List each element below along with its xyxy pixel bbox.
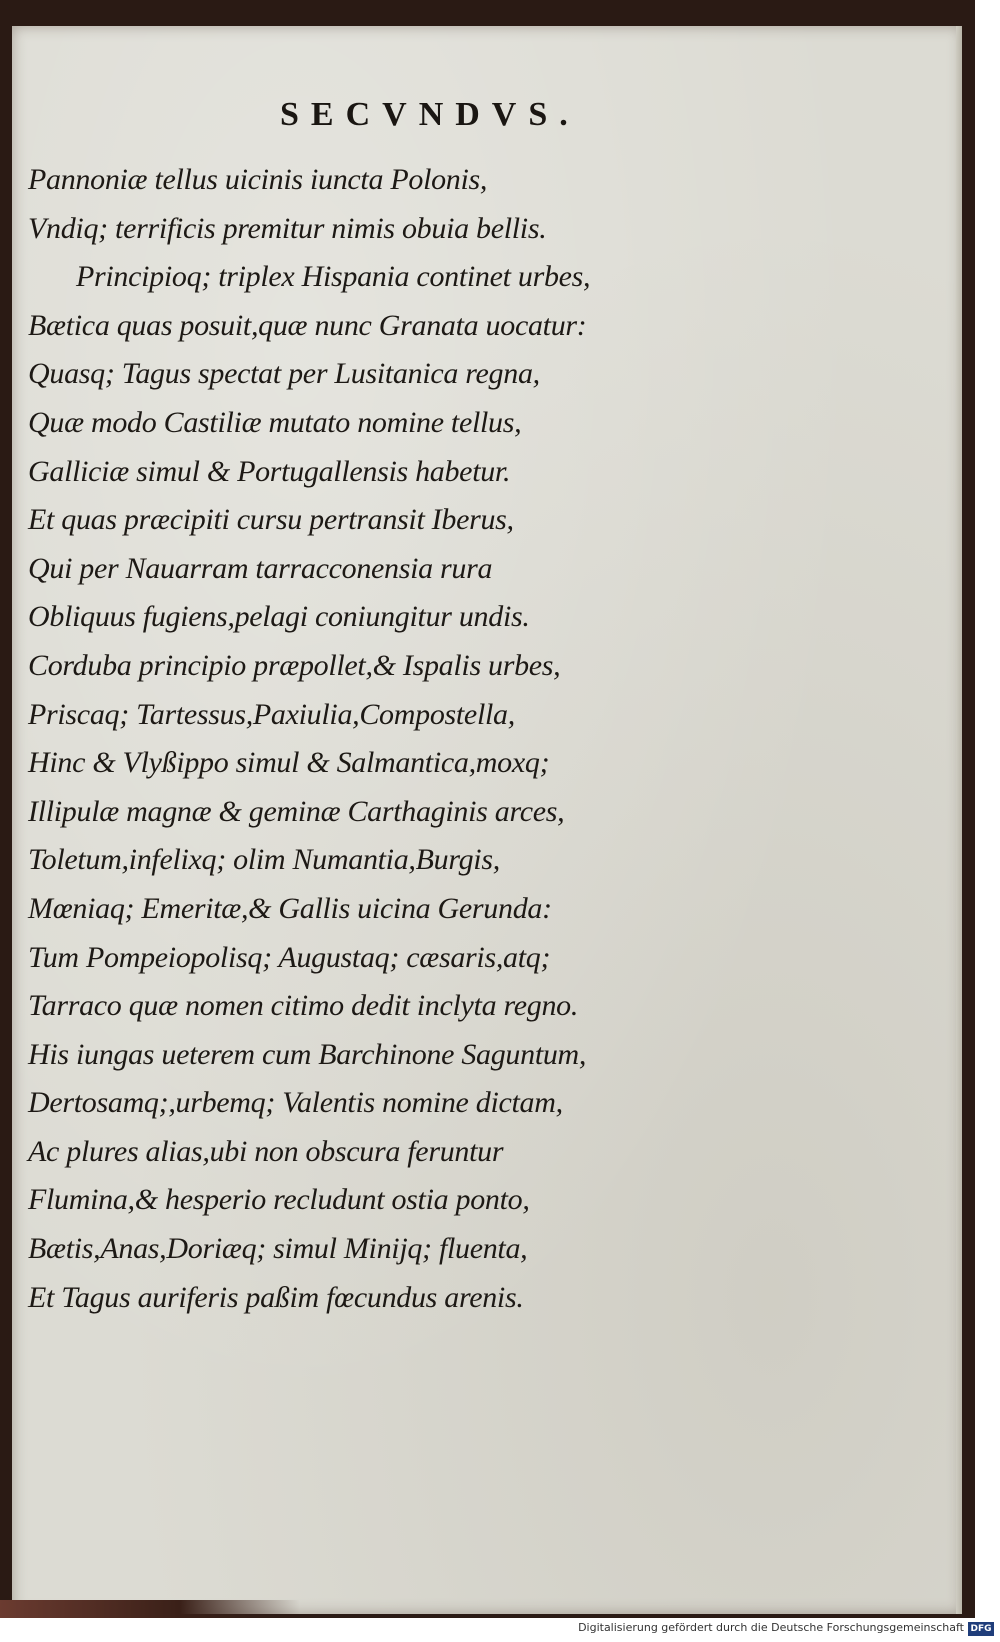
verse-line: Flumina,& hesperio recludunt ostia ponto, (28, 1183, 530, 1217)
dfg-logo: DFG (968, 1622, 994, 1636)
verse-line: Tarraco quæ nomen citimo dedit inclyta regno. (28, 989, 579, 1023)
verse-line: Priscaq; Tartessus,Paxiulia,Compostella, (28, 697, 515, 731)
verse-line: Galliciæ simul & Portugallensis habetur. (28, 454, 511, 488)
verse-line: Quasq; Tagus spectat per Lusitanica regna, (28, 357, 540, 391)
verse-line: Mœniaq; Emeritæ,& Gallis uicina Gerunda: (28, 891, 552, 925)
verse-line: Qui per Nauarram tarracconensia rura (28, 551, 493, 585)
verse-line: Vndiq; terrificis premitur nimis obuia bellis. (28, 211, 547, 245)
verse-line: Toletum,infelixq; olim Numantia,Burgis, (28, 843, 500, 877)
verse-line: Hinc & Vlyßippo simul & Salmantica,moxq; (28, 746, 550, 780)
verse-line: Principioq; triplex Hispania continet urbes, (76, 260, 591, 294)
verse-line: Et Tagus auriferis paßim fœcundus arenis. (28, 1280, 524, 1314)
verse-line: Pannoniæ tellus uicinis iuncta Polonis, (28, 163, 488, 196)
page-edge (956, 26, 962, 1614)
verse-line: Corduba principio præpollet,& Ispalis urbes, (28, 648, 561, 682)
running-head: SECVNDVS. (280, 96, 580, 133)
verse-line: Quæ modo Castiliæ mutato nomine tellus, (28, 405, 522, 439)
verse-line: Dertosamq;,urbemq; Valentis nomine dictam, (28, 1086, 563, 1120)
verse-list (28, 156, 678, 1322)
page-edge-stain (0, 1600, 300, 1618)
digitization-footer (0, 1618, 1000, 1642)
verse-line: Ac plures alias,ubi non obscura feruntur (28, 1134, 504, 1168)
verse-line: Illipulæ magnæ & geminæ Carthaginis arces, (28, 794, 565, 828)
funding-credit: Digitalisierung gefördert durch die Deutsche Forschungsgemeinschaft (578, 1621, 964, 1634)
verse-line: Obliquus fugiens,pelagi coniungitur undis. (28, 600, 530, 634)
verse-line: Bætis,Anas,Doriæq; simul Minijq; fluenta, (28, 1232, 528, 1266)
verse-line: Tum Pompeiopolisq; Augustaq; cæsaris,atq; (28, 940, 551, 974)
verse-line: His iungas ueterem cum Barchinone Saguntum, (28, 1037, 587, 1071)
verse-line: Bætica quas posuit,quæ nunc Granata uocatur: (28, 308, 587, 342)
verse-line: Et quas præcipiti cursu pertransit Iberus, (28, 503, 514, 537)
